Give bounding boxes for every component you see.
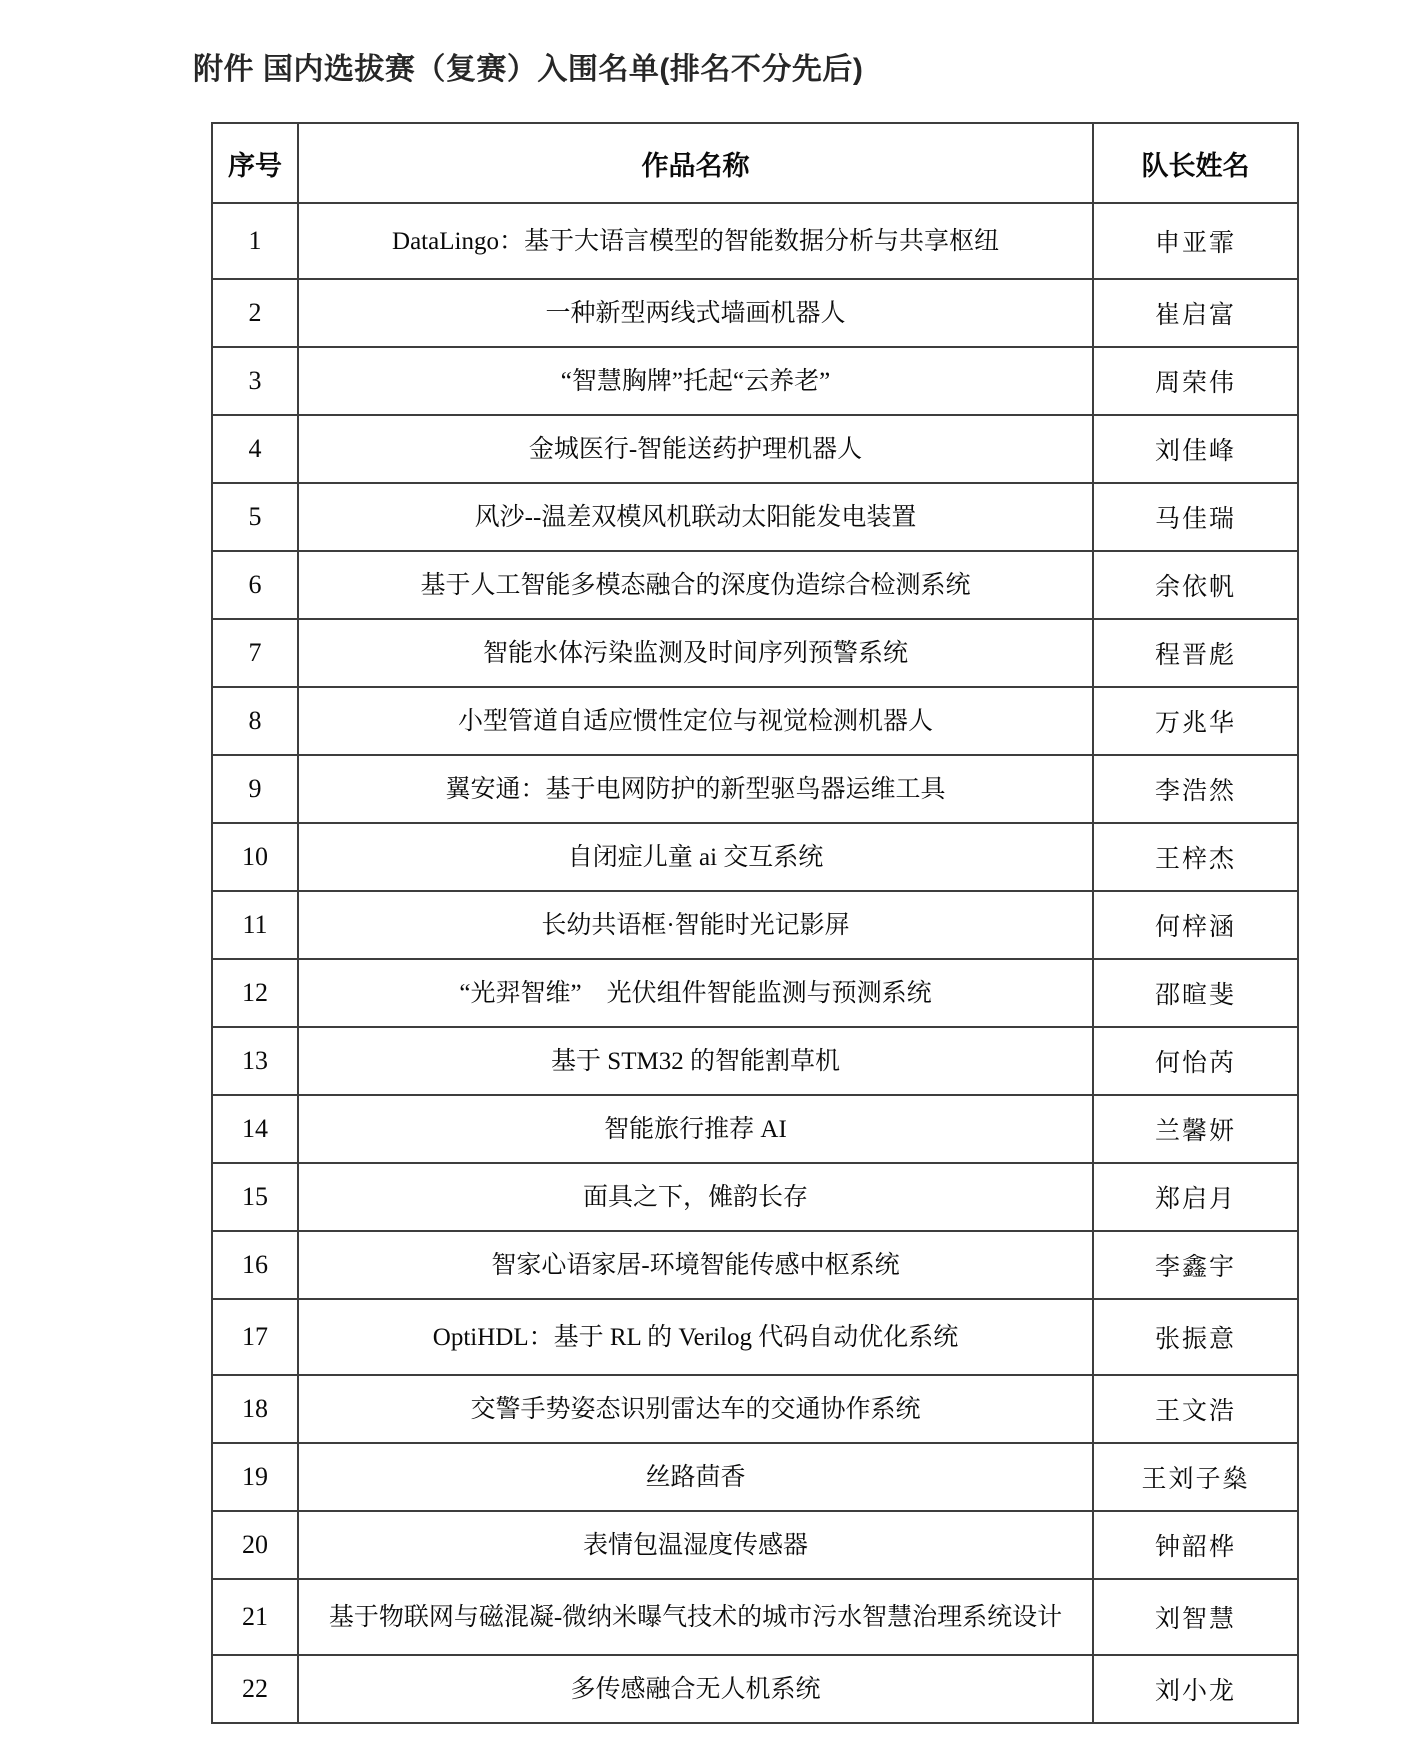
serial-number-cell: 8 [212,687,298,755]
work-title-cell: 表情包温湿度传感器 [298,1511,1093,1579]
leader-name-cell: 兰馨妍 [1093,1095,1298,1163]
column-header-serial-number: 序号 [212,123,298,203]
work-title-cell: 基于物联网与磁混凝-微纳米曝气技术的城市污水智慧治理系统设计 [298,1579,1093,1655]
leader-name-cell: 何梓涵 [1093,891,1298,959]
serial-number-cell: 1 [212,203,298,279]
table-row [212,203,1298,279]
leader-name-cell: 余依帆 [1093,551,1298,619]
leader-name-cell: 万兆华 [1093,687,1298,755]
leader-name-cell: 周荣伟 [1093,347,1298,415]
table-row [212,687,1298,755]
leader-name-cell: 刘佳峰 [1093,415,1298,483]
work-title-cell: 丝路茴香 [298,1443,1093,1511]
work-title-cell: 智能水体污染监测及时间序列预警系统 [298,619,1093,687]
serial-number-cell: 11 [212,891,298,959]
work-title-cell: 智能旅行推荐 AI [298,1095,1093,1163]
table-row [212,1655,1298,1723]
finalist-table [211,122,1299,1724]
work-title-cell: “光羿智维” 光伏组件智能监测与预测系统 [298,959,1093,1027]
serial-number-cell: 19 [212,1443,298,1511]
table-row [212,347,1298,415]
serial-number-cell: 5 [212,483,298,551]
table-row [212,551,1298,619]
leader-name-cell: 崔启富 [1093,279,1298,347]
table-row [212,415,1298,483]
table-row [212,619,1298,687]
table-row [212,483,1298,551]
serial-number-cell: 7 [212,619,298,687]
serial-number-cell: 10 [212,823,298,891]
leader-name-cell: 钟韶桦 [1093,1511,1298,1579]
table-row [212,1027,1298,1095]
serial-number-cell: 20 [212,1511,298,1579]
table-row [212,1095,1298,1163]
page-title: 附件 国内选拔赛（复赛）入围名单(排名不分先后) [193,53,864,86]
work-title-cell: 风沙--温差双模风机联动太阳能发电装置 [298,483,1093,551]
leader-name-cell: 何怡芮 [1093,1027,1298,1095]
serial-number-cell: 17 [212,1299,298,1375]
serial-number-cell: 18 [212,1375,298,1443]
column-header-work-title: 作品名称 [298,123,1093,203]
table-row [212,1299,1298,1375]
leader-name-cell: 王刘子燊 [1093,1443,1298,1511]
work-title-cell: 基于 STM32 的智能割草机 [298,1027,1093,1095]
table-row [212,1579,1298,1655]
serial-number-cell: 22 [212,1655,298,1723]
leader-name-cell: 郑启月 [1093,1163,1298,1231]
table-row [212,891,1298,959]
table-row [212,1375,1298,1443]
work-title-cell: 面具之下，傩韵长存 [298,1163,1093,1231]
leader-name-cell: 李浩然 [1093,755,1298,823]
work-title-cell: 金城医行-智能送药护理机器人 [298,415,1093,483]
table-header-row [212,123,1298,203]
work-title-cell: 交警手势姿态识别雷达车的交通协作系统 [298,1375,1093,1443]
serial-number-cell: 14 [212,1095,298,1163]
work-title-cell: “智慧胸牌”托起“云养老” [298,347,1093,415]
leader-name-cell: 王梓杰 [1093,823,1298,891]
table-row [212,959,1298,1027]
work-title-cell: 智家心语家居-环境智能传感中枢系统 [298,1231,1093,1299]
leader-name-cell: 王文浩 [1093,1375,1298,1443]
serial-number-cell: 4 [212,415,298,483]
table-row [212,1231,1298,1299]
serial-number-cell: 2 [212,279,298,347]
work-title-cell: 自闭症儿童 ai 交互系统 [298,823,1093,891]
work-title-cell: 长幼共语框·智能时光记影屏 [298,891,1093,959]
table-row [212,1511,1298,1579]
leader-name-cell: 张振意 [1093,1299,1298,1375]
leader-name-cell: 邵暄斐 [1093,959,1298,1027]
leader-name-cell: 申亚霏 [1093,203,1298,279]
table-row [212,823,1298,891]
serial-number-cell: 6 [212,551,298,619]
leader-name-cell: 李鑫宇 [1093,1231,1298,1299]
serial-number-cell: 13 [212,1027,298,1095]
work-title-cell: 一种新型两线式墙画机器人 [298,279,1093,347]
serial-number-cell: 16 [212,1231,298,1299]
table-row [212,755,1298,823]
serial-number-cell: 15 [212,1163,298,1231]
table-row [212,279,1298,347]
serial-number-cell: 9 [212,755,298,823]
leader-name-cell: 程晋彪 [1093,619,1298,687]
serial-number-cell: 12 [212,959,298,1027]
leader-name-cell: 刘小龙 [1093,1655,1298,1723]
work-title-cell: DataLingo：基于大语言模型的智能数据分析与共享枢纽 [298,203,1093,279]
column-header-leader-name: 队长姓名 [1093,123,1298,203]
work-title-cell: 基于人工智能多模态融合的深度伪造综合检测系统 [298,551,1093,619]
serial-number-cell: 21 [212,1579,298,1655]
table-row [212,1163,1298,1231]
work-title-cell: 多传感融合无人机系统 [298,1655,1093,1723]
work-title-cell: 翼安通：基于电网防护的新型驱鸟器运维工具 [298,755,1093,823]
table-row [212,1443,1298,1511]
leader-name-cell: 刘智慧 [1093,1579,1298,1655]
leader-name-cell: 马佳瑞 [1093,483,1298,551]
serial-number-cell: 3 [212,347,298,415]
work-title-cell: OptiHDL：基于 RL 的 Verilog 代码自动优化系统 [298,1299,1093,1375]
work-title-cell: 小型管道自适应惯性定位与视觉检测机器人 [298,687,1093,755]
